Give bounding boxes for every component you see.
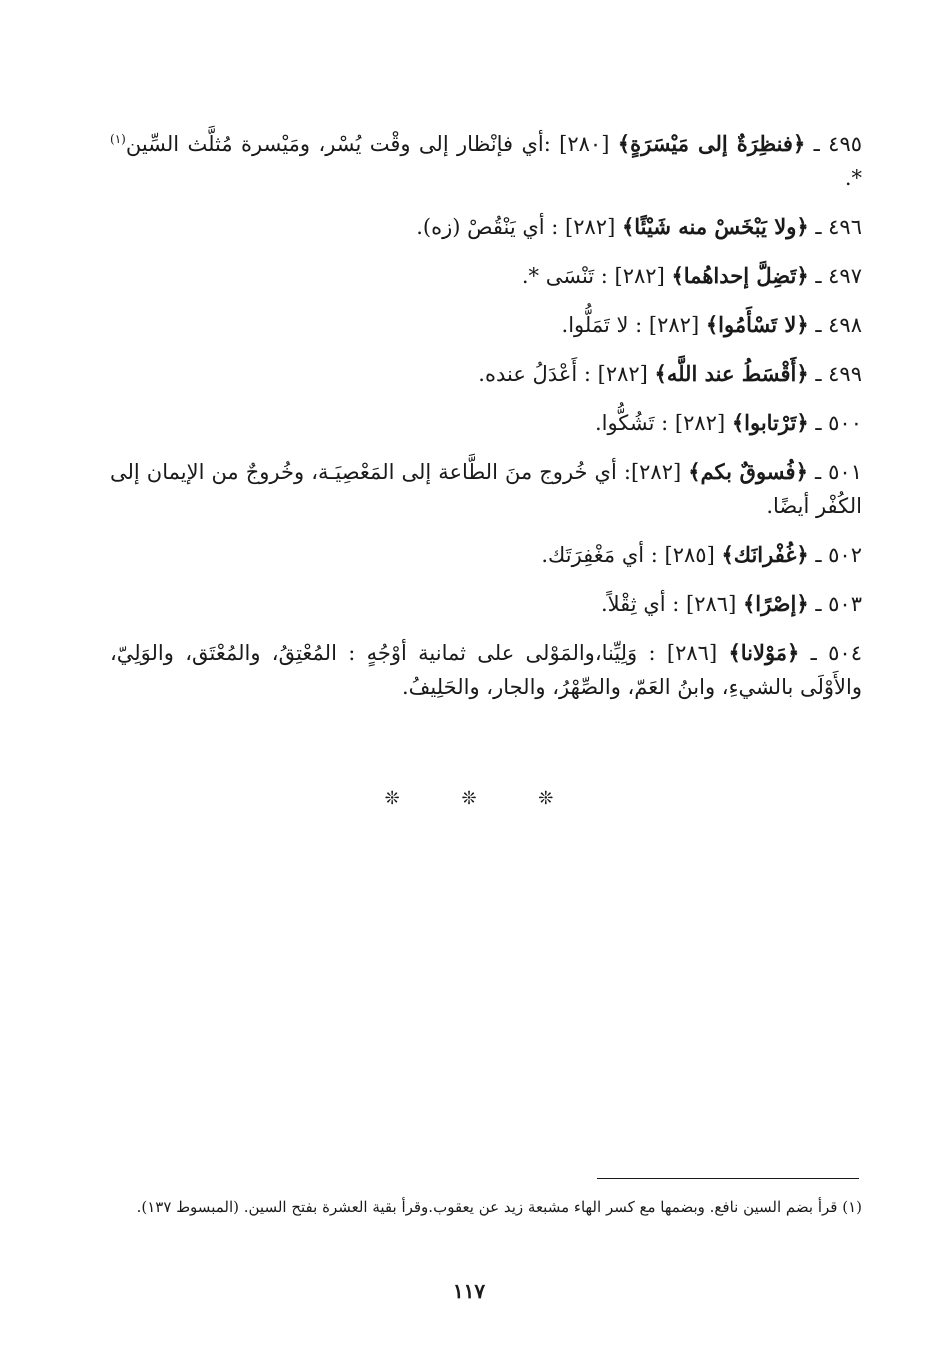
entry-number: ٤٩٩: [828, 362, 862, 386]
main-text: [110, 122, 862, 719]
entry-term: ﴿تَرْتابوا﴾: [731, 410, 809, 435]
entry-gloss: [٢٨٢] : لا تَمَلُّوا.: [561, 313, 706, 337]
entry-number: ٤٩٥: [828, 132, 863, 156]
asterism-icon: ❊: [538, 788, 554, 809]
footnote-ref: (١): [110, 132, 126, 146]
entry-tail: *.: [844, 166, 862, 190]
page-number: ١١٧: [452, 1279, 486, 1303]
entry-503: ٥٠٣ ـ ﴿إصْرًا﴾ [٢٨٦] : أي ثِقْلاً.: [600, 591, 862, 616]
entry-term: ﴿فنظِرَةٌ إلى مَيْسَرَةٍ﴾: [617, 131, 806, 156]
entry-term: ﴿فُسوقٌ بكم﴾: [688, 459, 808, 484]
entry-term: ﴿تَضِلَّ إحداهُما﴾: [671, 263, 809, 288]
entry-number: ٤٩٧: [828, 264, 862, 288]
entry-gloss: [٢٨٦] : أي ثِقْلاً.: [600, 592, 743, 616]
entry-502: ٥٠٢ ـ ﴿غُفْرانَك﴾ [٢٨٥] : أي مَغْفِرَتَك.: [541, 542, 862, 567]
entry-number: ٥٠١: [828, 460, 862, 484]
entry-gloss: [٢٨٠] :أي فإنْظار إلى وقْت يُسْر، ومَيْسرة مُثلَّث السِّين: [125, 132, 618, 156]
entry-term: ﴿غُفْرانَك﴾: [721, 542, 809, 567]
entry-gloss: [٢٨٢] : تَنْسَى *.: [521, 264, 672, 288]
entry-term: ﴿لا تَسْأَمُوا﴾: [705, 312, 809, 337]
footnote: (١) قرأ بضم السين نافع. وبضمها مع كسر الهاء مشبعة زيد عن يعقوب.وقرأ بقية العشرة بفتح السين. (المبسوط ١٣٧).: [136, 1198, 862, 1216]
entry-500: ٥٠٠ ـ ﴿تَرْتابوا﴾ [٢٨٢] : تَشُكُّوا.: [594, 410, 862, 435]
entry-gloss: [٢٨٦] : وَلِيِّنا،والمَوْلى على ثمانية أوْجُهٍ : المُعْتِقُ، والمُعْتَق، والوَلِيّ، والأَوْلَى بالشيءِ، وابنُ العَمّ، والصِّهْرُ، والجار، والحَلِيفُ.: [110, 641, 862, 699]
entry-term: ﴿إصْرًا﴾: [742, 591, 809, 616]
entry-term: ﴿أَقْسَطُ عند اللَّه﴾: [654, 361, 809, 386]
entry-number: ٤٩٨: [828, 313, 862, 337]
entry-504: ٥٠٤ ـ ﴿مَوْلانا﴾ [٢٨٦] : وَلِيِّنا،والمَوْلى على ثمانية أوْجُهٍ : المُعْتِقُ، والمُعْتَق، والوَلِيّ، والأَوْلَى بالشيءِ، وابنُ العَمّ، والصِّهْرُ، والجار، والحَلِيفُ.: [110, 640, 862, 699]
entry-496: ٤٩٦ ـ ﴿ولا يَبْخَسْ منه شَيْئًا﴾ [٢٨٢] : أي يَنْقُصْ (زه).: [416, 214, 862, 239]
entry-term: ﴿ولا يَبْخَسْ منه شَيْئًا﴾: [621, 214, 809, 239]
asterism-icon: ❊: [384, 788, 400, 809]
entry-501: ٥٠١ ـ ﴿فُسوقٌ بكم﴾ [٢٨٢]: أي خُروج منَ الطَّاعة إلى المَعْصِيَـة، وخُروجٌ من الإيمان إلى الكُفْر أيضًا.: [110, 459, 862, 518]
entry-495: ٤٩٥ ـ ﴿فنظِرَةٌ إلى مَيْسَرَةٍ﴾ [٢٨٠] :أي فإنْظار إلى وقْت يُسْر، ومَيْسرة مُثلَّث السِّين$^{(١)}$ *.: [110, 131, 863, 190]
entry-number: ٥٠٠: [828, 411, 862, 435]
entry-gloss: [٢٨٢]: أي خُروج منَ الطَّاعة إلى المَعْصِيَـة، وخُروجٌ من الإيمان إلى الكُفْر أيضًا.: [110, 460, 862, 518]
entry-term: ﴿مَوْلانا﴾: [728, 640, 800, 665]
entry-498: ٤٩٨ ـ ﴿لا تَسْأَمُوا﴾ [٢٨٢] : لا تَمَلُّوا.: [561, 312, 862, 337]
section-separator: [0, 788, 938, 809]
asterism-icon: ❊: [461, 788, 477, 809]
entry-gloss: [٢٨٢] : أي يَنْقُصْ (زه).: [416, 215, 622, 239]
entry-gloss: [٢٨٥] : أي مَغْفِرَتَك.: [541, 543, 722, 567]
entry-number: ٥٠٣: [828, 592, 862, 616]
entry-number: ٥٠٢: [828, 543, 862, 567]
entry-number: ٥٠٤: [828, 641, 862, 665]
entry-gloss: [٢٨٢] : أَعْدَلُ عنده.: [478, 362, 655, 386]
entry-gloss: [٢٨٢] : تَشُكُّوا.: [594, 411, 732, 435]
entry-499: ٤٩٩ ـ ﴿أَقْسَطُ عند اللَّه﴾ [٢٨٢] : أَعْدَلُ عنده.: [478, 361, 862, 386]
entry-497: ٤٩٧ ـ ﴿تَضِلَّ إحداهُما﴾ [٢٨٢] : تَنْسَى *.: [521, 263, 862, 288]
entry-number: ٤٩٦: [828, 215, 862, 239]
footnote-divider: [597, 1178, 859, 1179]
